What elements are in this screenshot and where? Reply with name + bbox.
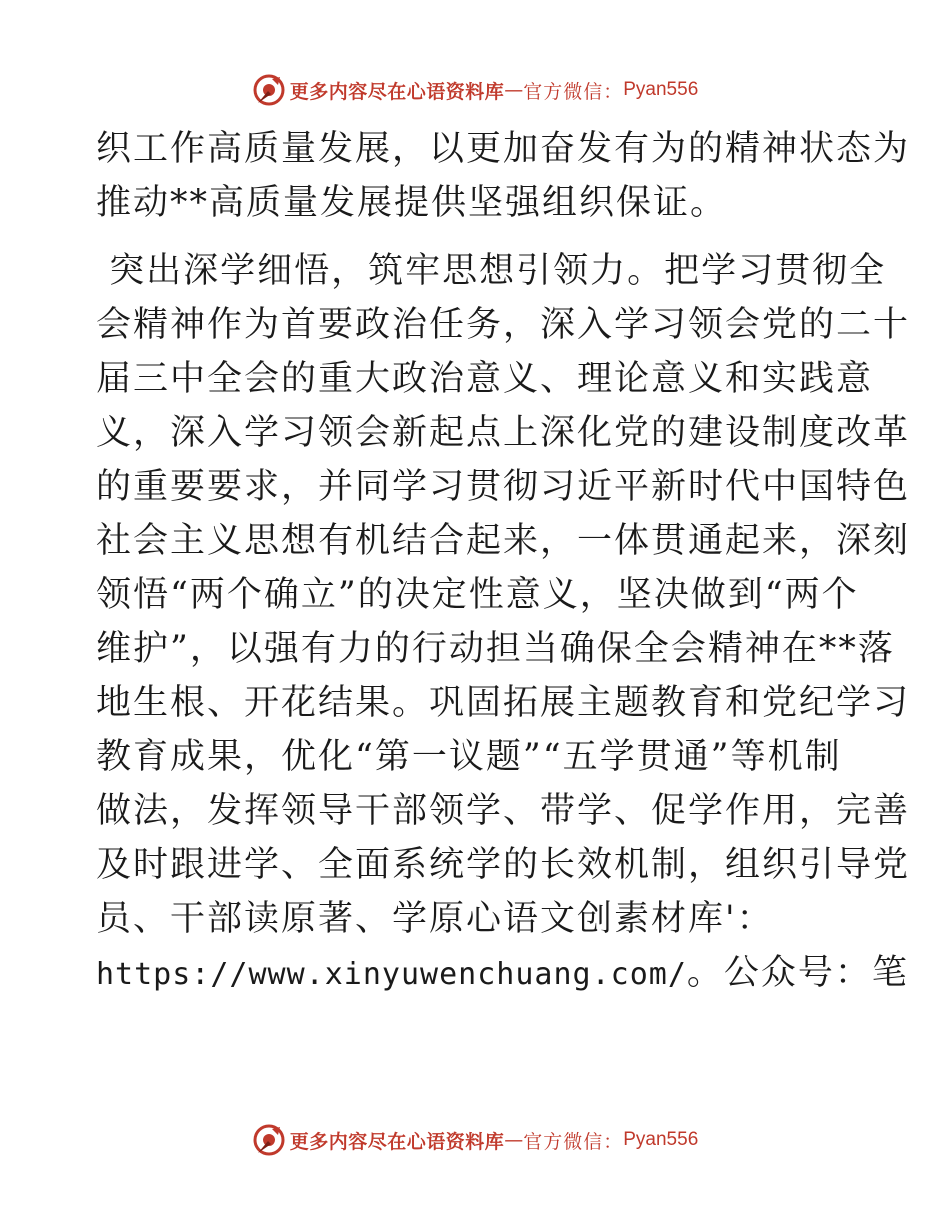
pen-logo-icon (252, 1123, 286, 1157)
header-banner (0, 70, 950, 110)
banner-wechat-label: 官方微信： (523, 80, 624, 103)
text-line: 及时跟进学、全面系统学的长效机制，组织引导党 (96, 845, 911, 885)
text-line: 届三中全会的重大政治意义、理论意义和实践意 (96, 359, 874, 399)
text-line: 员、干部读原著、学原心语文创素材库'： (96, 899, 774, 939)
text-line: 维护”，以强有力的行动担当确保全会精神在**落 (96, 629, 895, 669)
text-line: 社会主义思想有机结合起来，一体贯通起来，深刻 (96, 521, 911, 561)
footer-banner (0, 1120, 950, 1160)
text-line: 会精神作为首要政治任务，深入学习领会党的二十 (96, 305, 911, 345)
text-line: 做法，发挥领导干部领学、带学、促学作用，完善 (96, 791, 911, 831)
resource-link[interactable]: https://www.xinyuwenchuang.com/ (96, 957, 687, 992)
paragraph-2 (96, 244, 911, 1000)
text-line: 义，深入学习领会新起点上深化党的建设制度改革 (96, 413, 911, 453)
banner-title: 更多内容尽在心语资料库 (289, 1130, 505, 1153)
url-line-tail: 。公众号：笔 (686, 953, 909, 993)
banner-wechat-id: Pyan556 (623, 79, 699, 100)
url-line (96, 946, 909, 1000)
pen-logo-icon (252, 73, 286, 107)
banner-dash: — (504, 79, 524, 101)
text-line: 推动**高质量发展提供坚强组织保证。 (96, 183, 728, 223)
text-line: 领悟“两个确立”的决定性意义，坚决做到“两个 (96, 575, 859, 615)
text-line: 的重要要求，并同学习贯彻习近平新时代中国特色 (96, 467, 911, 507)
text-line: 织工作高质量发展，以更加奋发有为的精神状态为 (96, 129, 911, 169)
document-body (96, 122, 911, 1000)
text-line: 地生根、开花结果。巩固拓展主题教育和党纪学习 (96, 683, 911, 723)
banner-dash: — (504, 1129, 524, 1151)
paragraph-1 (96, 122, 911, 230)
text-line: 突出深学细悟，筑牢思想引领力。把学习贯彻全 (96, 251, 887, 291)
banner-wechat-id: Pyan556 (623, 1129, 699, 1150)
banner-wechat-label: 官方微信： (523, 1130, 624, 1153)
text-line: 教育成果，优化“第一议题”“五学贯通”等机制 (96, 737, 842, 777)
banner-title: 更多内容尽在心语资料库 (289, 80, 505, 103)
